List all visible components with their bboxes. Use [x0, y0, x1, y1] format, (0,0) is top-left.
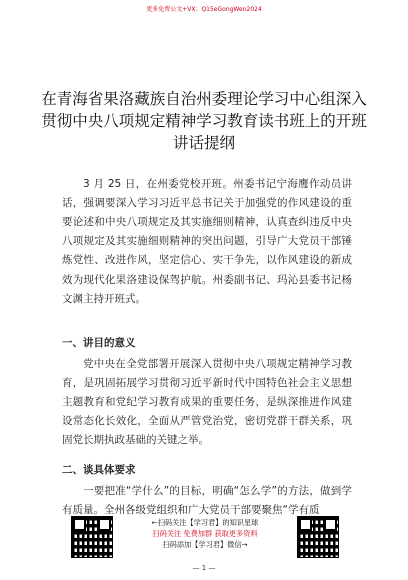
- paragraph-1: 3 月 25 日，在州委党校开班。州委书记宁海鹰作动员讲话，强调要深入学习习近平总书记关于加强党的作风建设的重要论述和中央八项规定及其实施细则精神，认真查纠违反中央八项规定及其实施细则精神的突出问题，引导广大党员干部锤炼党性、改进作风，坚定信心、实干争先，以作风建设的新成效为现代化果洛建设保驾护航。州委副书记、玛沁县委书记杨文渊主持开班式。: [62, 177, 352, 305]
- qr-code-right-icon[interactable]: [298, 517, 338, 557]
- footer-text: [125, 517, 285, 550]
- page-number: — 1 —: [192, 564, 216, 572]
- paragraph-3: 一要把准“学什么”的目标，明确“怎么学”的方法，做到学有质量。全州各级党组织和广大党员干部要聚焦“学有质: [62, 484, 352, 516]
- qr-code-left-icon[interactable]: [72, 517, 112, 557]
- document-title: 在青海省果洛藏族自治州委理论学习中心组深入贯彻中央八项规定精神学习教育读书班上的开班讲话提纲: [41, 90, 367, 153]
- footer-line-2: 扫码关注 免费加群 获取更多资料: [152, 529, 258, 538]
- paragraph-2: 党中央在全党部署开展深入贯彻中央八项规定精神学习教育，是巩固拓展学习贯彻习近平新时代中国特色社会主义思想主题教育和党纪学习教育成果的重要任务，是纵深推进作风建设常态化长效化，全面从严管党治党，密切党群干群关系，巩固党长期执政基础的关键之举。: [62, 357, 352, 447]
- section-heading-2: 二、谈具体要求: [62, 463, 136, 476]
- footer-line-1: ←扫码关注【学习君】的知识星球: [151, 518, 259, 527]
- section-heading-1: 一、讲目的意义: [62, 336, 136, 349]
- footer-line-3: 扫码添加【学习君】微信→: [162, 540, 248, 549]
- top-banner: 更多免费公文+VX：Q15eGongWen2024: [146, 6, 262, 13]
